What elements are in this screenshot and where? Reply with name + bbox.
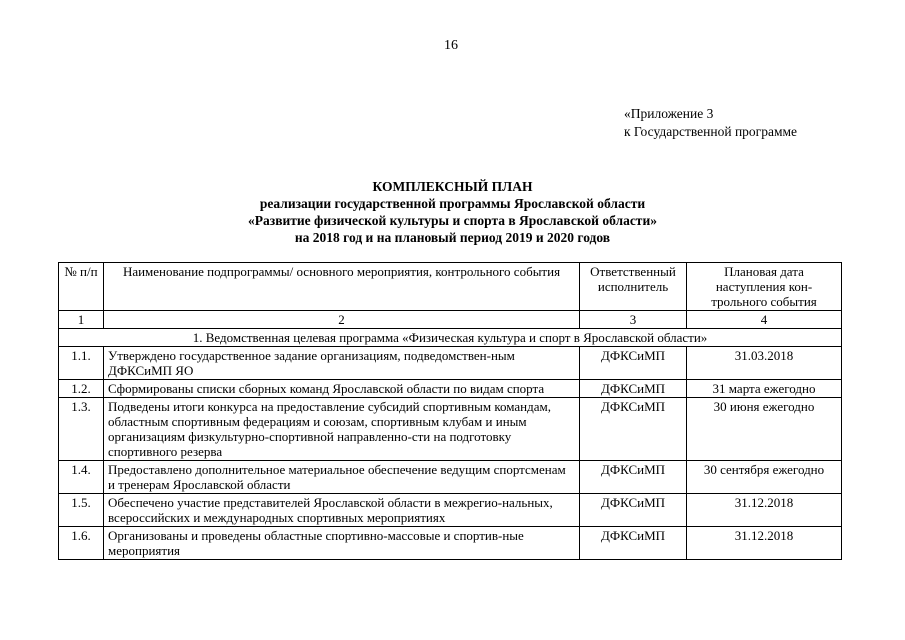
table-row xyxy=(59,380,842,398)
row-name: Сформированы списки сборных команд Ярославской области по видам спорта xyxy=(104,380,580,398)
table-row xyxy=(59,398,842,461)
column-number: 4 xyxy=(687,311,842,329)
row-name: Предоставлено дополнительное материальное обеспечение ведущим спортсменам и тренерам Ярославской области xyxy=(104,461,580,494)
document-title xyxy=(0,178,905,246)
table-row xyxy=(59,494,842,527)
row-executor: ДФКСиМП xyxy=(580,494,687,527)
table-row xyxy=(59,461,842,494)
row-date: 31.12.2018 xyxy=(687,494,842,527)
table-row xyxy=(59,347,842,380)
row-num: 1.1. xyxy=(59,347,104,380)
row-num: 1.3. xyxy=(59,398,104,461)
page-number: 16 xyxy=(444,38,458,53)
column-number: 3 xyxy=(580,311,687,329)
row-date: 31.12.2018 xyxy=(687,527,842,560)
row-executor: ДФКСиМП xyxy=(580,380,687,398)
row-name: Обеспечено участие представителей Ярославской области в межрегио-нальных, всероссийских и международных спортивных мероприятиях xyxy=(104,494,580,527)
title-line-3: «Развитие физической культуры и спорта в Ярославской области» xyxy=(248,213,657,228)
table-header-row xyxy=(59,263,842,311)
row-date: 31 марта ежегодно xyxy=(687,380,842,398)
title-line-2: реализации государственной программы Ярославской области xyxy=(259,196,646,211)
section-title: 1. Ведомственная целевая программа «Физическая культура и спорт в Ярославской области» xyxy=(59,329,842,347)
appendix-line-1: «Приложение 3 xyxy=(624,106,714,121)
row-date: 30 сентября ежегодно xyxy=(687,461,842,494)
row-num: 1.5. xyxy=(59,494,104,527)
row-executor: ДФКСиМП xyxy=(580,527,687,560)
header-date: Плановая дата наступления кон-трольного события xyxy=(687,263,842,311)
row-executor: ДФКСиМП xyxy=(580,398,687,461)
row-name: Организованы и проведены областные спортивно-массовые и спортив-ные мероприятия xyxy=(104,527,580,560)
title-line-4: на 2018 год и на плановый период 2019 и 2020 годов xyxy=(294,230,611,245)
title-line-1: КОМПЛЕКСНЫЙ ПЛАН xyxy=(372,179,533,194)
row-num: 1.6. xyxy=(59,527,104,560)
row-executor: ДФКСиМП xyxy=(580,347,687,380)
plan-table xyxy=(58,262,842,560)
column-numbers-row xyxy=(59,311,842,329)
row-executor: ДФКСиМП xyxy=(580,461,687,494)
header-name: Наименование подпрограммы/ основного мероприятия, контрольного события xyxy=(104,263,580,311)
header-executor: Ответственный исполнитель xyxy=(580,263,687,311)
row-date: 30 июня ежегодно xyxy=(687,398,842,461)
appendix-note xyxy=(624,105,797,141)
column-number: 2 xyxy=(104,311,580,329)
column-number: 1 xyxy=(59,311,104,329)
appendix-line-2: к Государственной программе xyxy=(624,124,798,139)
section-row xyxy=(59,329,842,347)
row-num: 1.4. xyxy=(59,461,104,494)
row-name: Утверждено государственное задание организациям, подведомствен-ным ДФКСиМП ЯО xyxy=(104,347,580,380)
row-num: 1.2. xyxy=(59,380,104,398)
row-date: 31.03.2018 xyxy=(687,347,842,380)
row-name: Подведены итоги конкурса на предоставление субсидий спортивным командам, областным спортивным федерациям и союзам, спортивным клубам и иным организациям физкультурно-спортивной направленно-сти на подготовку спортивного резерва xyxy=(104,398,580,461)
table-row xyxy=(59,527,842,560)
header-num: № п/п xyxy=(59,263,104,311)
